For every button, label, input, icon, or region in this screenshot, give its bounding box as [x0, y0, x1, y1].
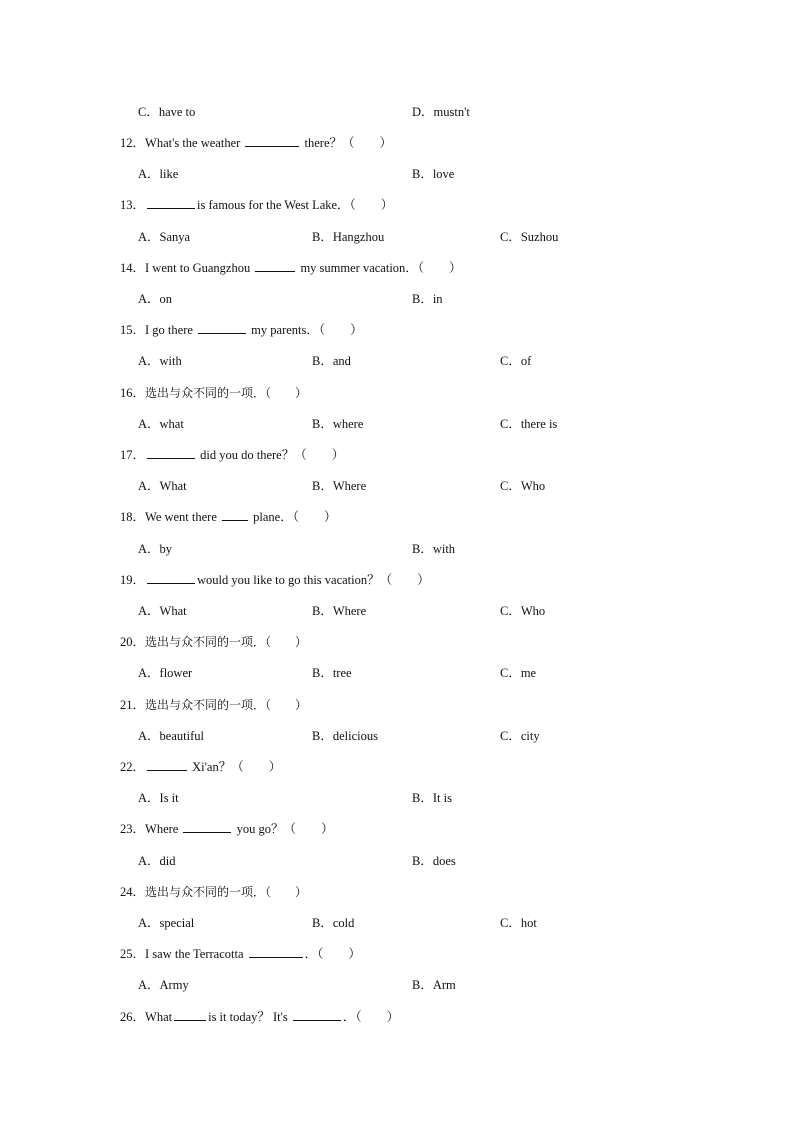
answer-blank[interactable]	[147, 571, 195, 584]
option-c[interactable]: C．Who	[500, 604, 546, 618]
option-a[interactable]: A．Sanya	[138, 230, 191, 244]
option-b[interactable]: B．where	[312, 417, 364, 431]
question-17	[0, 446, 794, 464]
question-number: 16．	[120, 386, 146, 400]
option-c[interactable]: C．Who	[500, 479, 546, 493]
option-b[interactable]: B．Where	[312, 479, 367, 493]
option-a[interactable]: A．with	[138, 354, 182, 368]
question-23	[0, 820, 794, 838]
question-23-options	[0, 852, 794, 870]
question-16-options	[0, 415, 794, 433]
question-19	[0, 571, 794, 589]
question-text-after: my summer vacation．（ ）	[297, 261, 462, 275]
question-21	[0, 696, 794, 714]
option-b[interactable]: B．and	[312, 354, 351, 368]
question-text-after: you go？（ ）	[233, 822, 334, 836]
question-16	[0, 384, 794, 402]
question-text-after: there？（ ）	[301, 136, 393, 150]
answer-blank[interactable]	[198, 321, 246, 334]
answer-blank[interactable]	[293, 1008, 341, 1021]
question-number: 17．	[120, 448, 146, 462]
option-b[interactable]: B．tree	[312, 666, 352, 680]
question-24	[0, 883, 794, 901]
option-b[interactable]: B．Arm	[412, 978, 456, 992]
option-c[interactable]: C．hot	[500, 916, 537, 930]
option-b[interactable]: B．does	[412, 854, 456, 868]
question-20	[0, 633, 794, 651]
answer-blank[interactable]	[255, 259, 295, 272]
question-text-after: would you like to go this vacation？（ ）	[197, 573, 430, 587]
option-a[interactable]: A．did	[138, 854, 176, 868]
option-a[interactable]: A．special	[138, 916, 195, 930]
option-b[interactable]: B．love	[412, 167, 455, 181]
question-text: 选出与众不同的一项．（ ）	[145, 386, 308, 400]
question-14-options	[0, 290, 794, 308]
question-number: 24．	[120, 885, 146, 899]
question-12	[0, 134, 794, 152]
question-21-options	[0, 727, 794, 745]
question-15	[0, 321, 794, 339]
question-number: 13．	[120, 198, 146, 212]
option-c[interactable]: C．of	[500, 354, 532, 368]
option-b[interactable]: B．cold	[312, 916, 355, 930]
question-25-options	[0, 976, 794, 994]
question-text-after: ．（ ）	[342, 1010, 400, 1024]
option-c[interactable]: C．have to	[138, 105, 196, 119]
question-text-before: I went to Guangzhou	[145, 261, 254, 275]
question-18	[0, 508, 794, 526]
option-c[interactable]: C．city	[500, 729, 540, 743]
question-number: 22．	[120, 760, 146, 774]
question-number: 21．	[120, 698, 146, 712]
option-d[interactable]: D．mustn't	[412, 105, 470, 119]
option-a[interactable]: A．Is it	[138, 791, 179, 805]
question-number: 19．	[120, 573, 146, 587]
question-text-before: What	[145, 1010, 173, 1024]
question-18-options	[0, 540, 794, 558]
option-a[interactable]: A．like	[138, 167, 179, 181]
option-c[interactable]: C．me	[500, 666, 537, 680]
question-text-after: my parents．（ ）	[248, 323, 363, 337]
question-number: 12．	[120, 136, 146, 150]
question-24-options	[0, 914, 794, 932]
answer-blank[interactable]	[147, 196, 195, 209]
answer-blank[interactable]	[147, 758, 187, 771]
question-text-after: Xi'an？（ ）	[189, 760, 282, 774]
question-number: 18．	[120, 510, 146, 524]
question-text-after: did you do there？（ ）	[197, 448, 345, 462]
option-b[interactable]: B．in	[412, 292, 443, 306]
option-a[interactable]: A．Army	[138, 978, 189, 992]
option-c[interactable]: C．Suzhou	[500, 230, 559, 244]
question-17-options	[0, 477, 794, 495]
option-b[interactable]: B．with	[412, 542, 456, 556]
answer-blank[interactable]	[245, 134, 299, 147]
option-b[interactable]: B．Where	[312, 604, 367, 618]
option-a[interactable]: A．What	[138, 604, 187, 618]
q11-options	[0, 103, 794, 121]
question-13-options	[0, 228, 794, 246]
option-b[interactable]: B．It is	[412, 791, 452, 805]
question-15-options	[0, 352, 794, 370]
question-text-after: is famous for the West Lake．（ ）	[197, 198, 394, 212]
question-text: 选出与众不同的一项．（ ）	[145, 698, 308, 712]
answer-blank[interactable]	[147, 446, 195, 459]
question-number: 15．	[120, 323, 146, 337]
option-b[interactable]: B．Hangzhou	[312, 230, 385, 244]
option-b[interactable]: B．delicious	[312, 729, 378, 743]
question-22	[0, 758, 794, 776]
question-text-before: What's the weather	[145, 136, 244, 150]
question-text-before: Where	[145, 822, 182, 836]
question-25	[0, 945, 794, 963]
question-number: 23．	[120, 822, 146, 836]
question-19-options	[0, 602, 794, 620]
question-26	[0, 1008, 794, 1026]
question-text-before: We went there	[145, 510, 221, 524]
question-text-before: I go there	[145, 323, 197, 337]
question-text-before: I saw the Terracotta	[145, 947, 247, 961]
question-20-options	[0, 664, 794, 682]
answer-blank[interactable]	[249, 945, 303, 958]
option-a[interactable]: A．what	[138, 417, 184, 431]
question-text: 选出与众不同的一项．（ ）	[145, 635, 308, 649]
question-13	[0, 196, 794, 214]
question-number: 25．	[120, 947, 146, 961]
answer-blank[interactable]	[222, 508, 248, 521]
question-number: 14．	[120, 261, 146, 275]
answer-blank[interactable]	[183, 820, 231, 833]
question-text: 选出与众不同的一项．（ ）	[145, 885, 308, 899]
question-text-after: plane．（ ）	[250, 510, 337, 524]
question-number: 20．	[120, 635, 146, 649]
question-22-options	[0, 789, 794, 807]
option-a[interactable]: A．by	[138, 542, 173, 556]
option-a[interactable]: A．flower	[138, 666, 193, 680]
question-number: 26．	[120, 1010, 146, 1024]
question-text-mid: is it today？ It's	[208, 1010, 291, 1024]
option-a[interactable]: A．What	[138, 479, 187, 493]
option-a[interactable]: A．beautiful	[138, 729, 204, 743]
question-12-options	[0, 165, 794, 183]
option-a[interactable]: A．on	[138, 292, 173, 306]
answer-blank[interactable]	[174, 1008, 206, 1021]
option-c[interactable]: C．there is	[500, 417, 558, 431]
question-text-after: ．（ ）	[304, 947, 361, 961]
question-14	[0, 259, 794, 277]
